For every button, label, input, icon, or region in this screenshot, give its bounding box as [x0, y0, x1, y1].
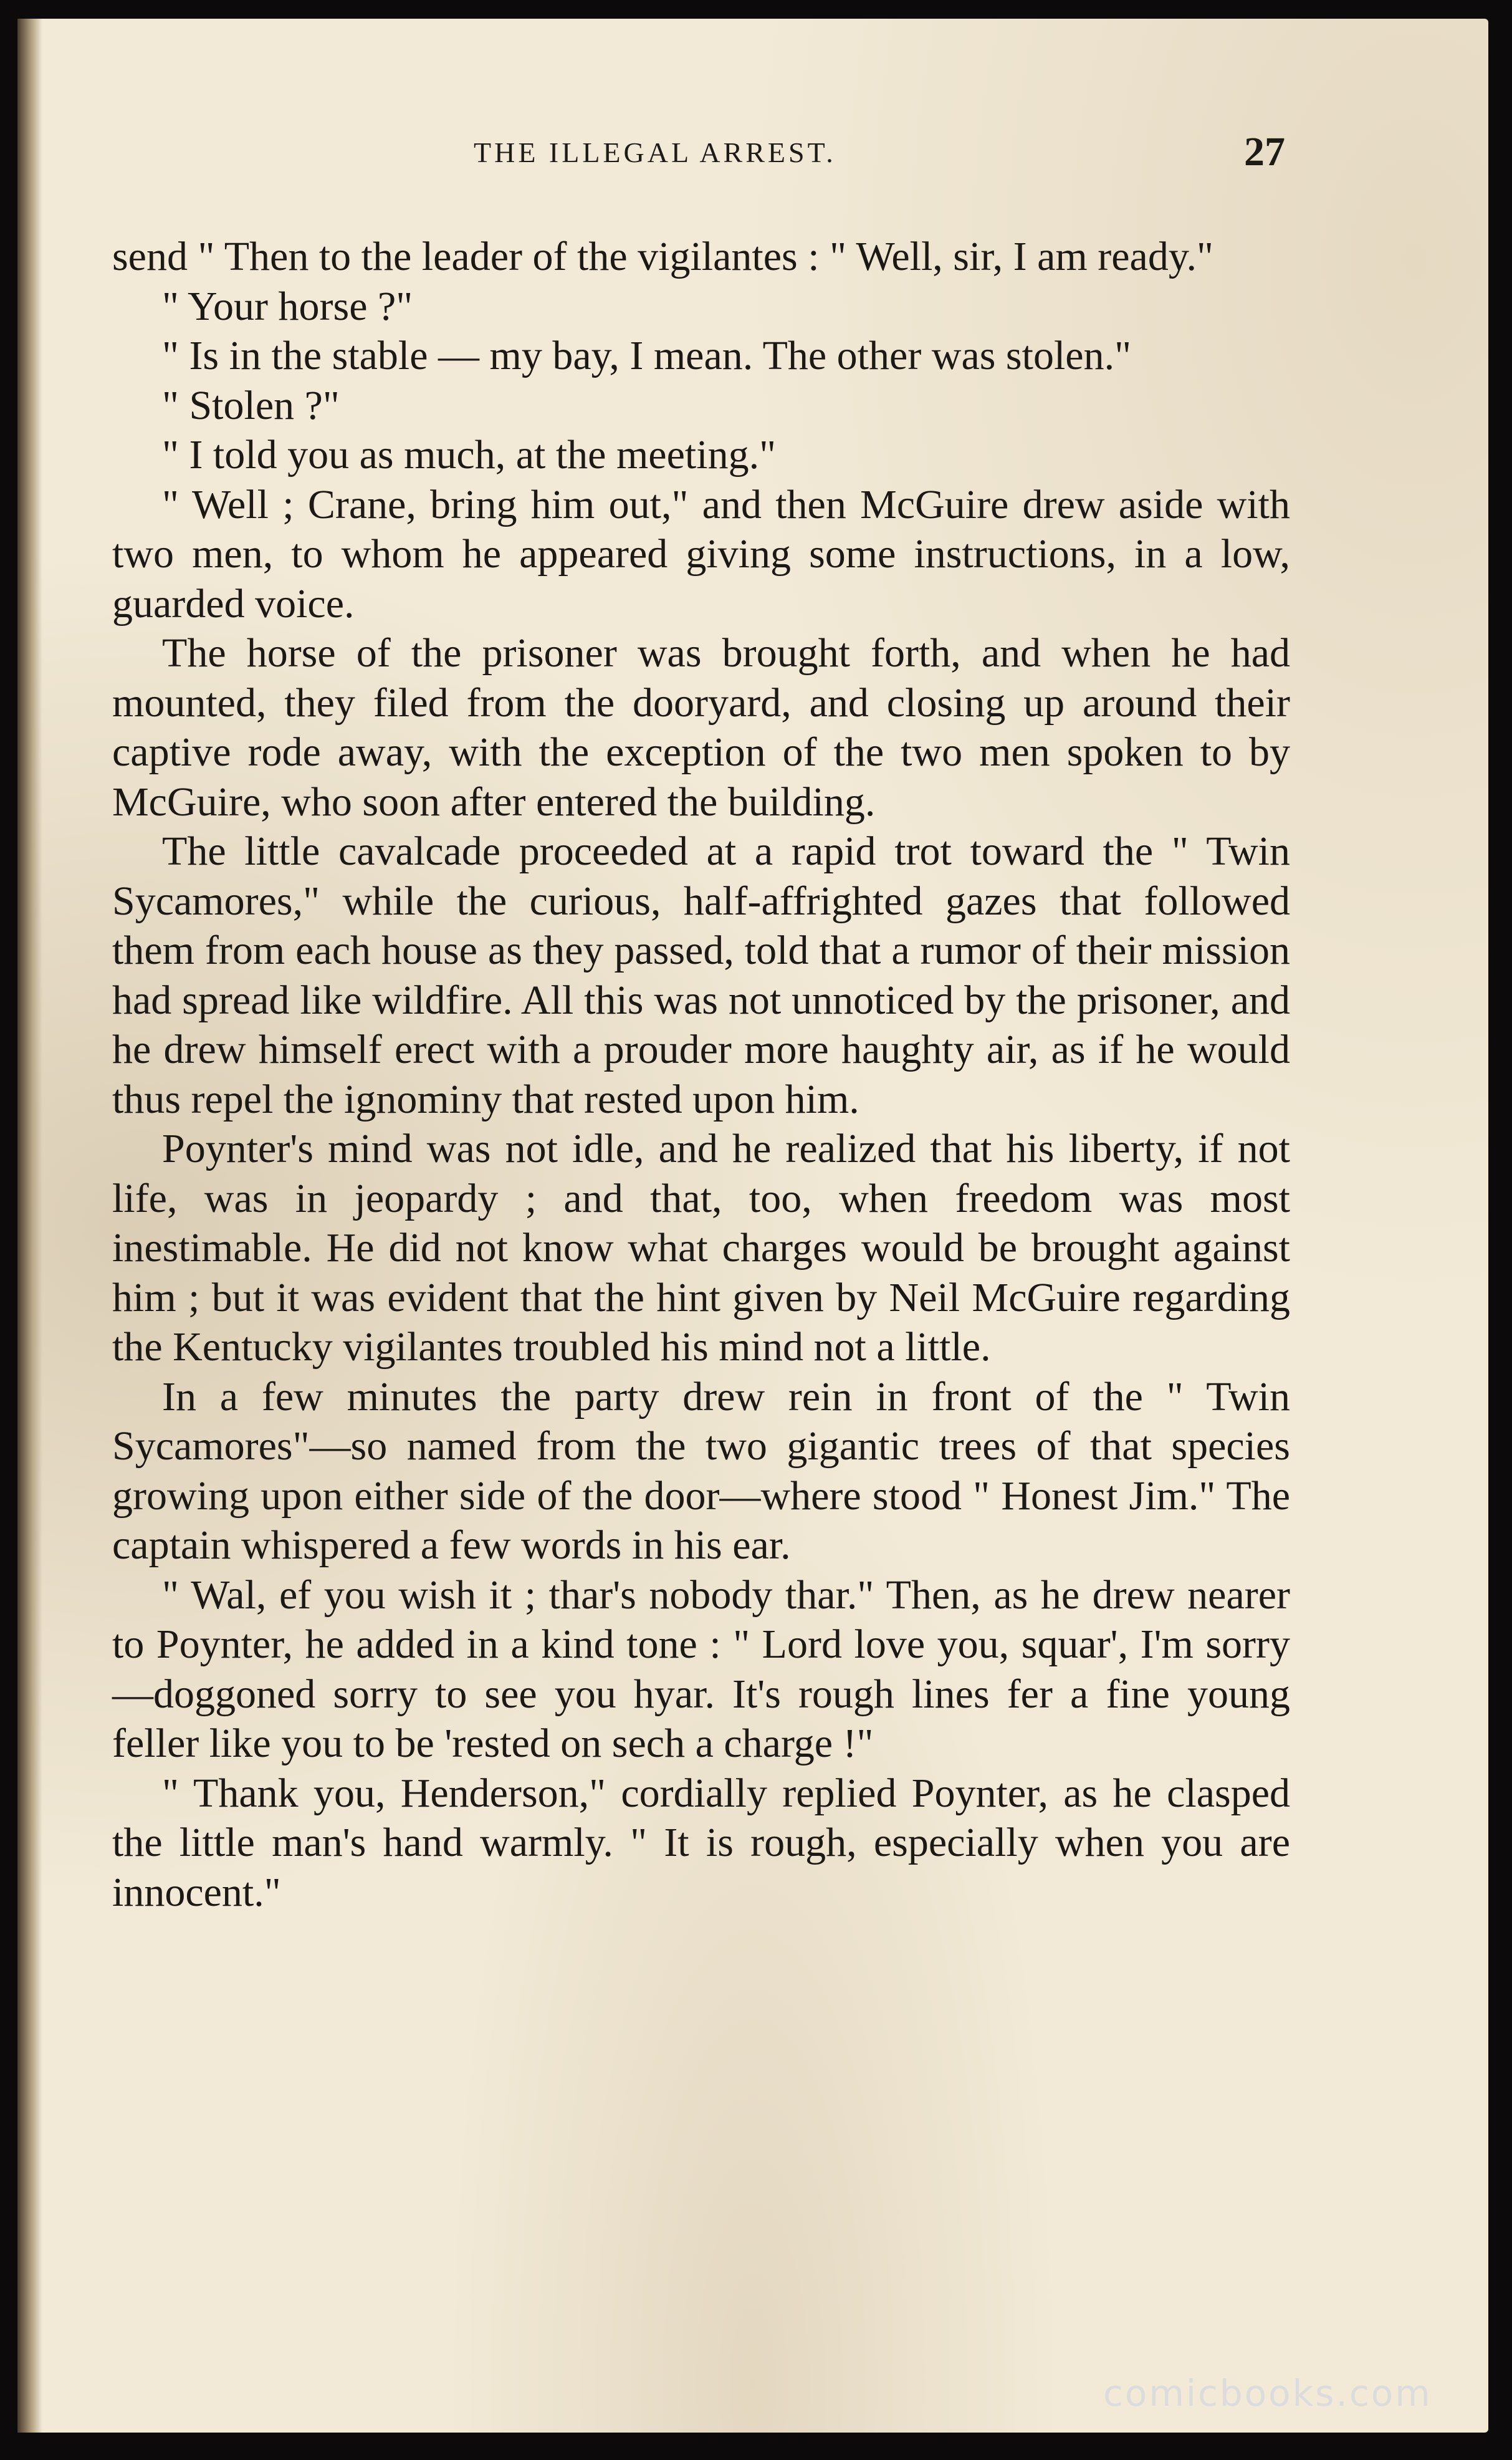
- body-text: [112, 232, 1290, 1917]
- paragraph: " Is in the stable — my bay, I mean. The other was stolen.": [162, 333, 1132, 378]
- page-number: 27: [1244, 129, 1285, 175]
- paragraph: Poynter's mind was not idle, and he realized that his liberty, if not life, was in jeopardy ; and that, too, when freedom was most inestimable. He did not know what charges would be brought against him ; but it was evident that the hint given by Neil McGuire regarding the Kentucky vigilantes troubled his mind not a little.: [112, 1126, 1290, 1370]
- paragraph: The horse of the prisoner was brought forth, and when he had mounted, they filed from the dooryard, and closing up around their captive rode away, with the exception of the two men spoken to by McGuire, who soon after entered the building.: [112, 630, 1290, 825]
- paragraph: send " Then to the leader of the vigilantes : " Well, sir, I am ready.": [112, 234, 1213, 279]
- binding-gutter: [17, 19, 42, 2433]
- paragraph: " Well ; Crane, bring him out," and then McGuire drew aside with two men, to whom he appeared giving some instructions, in a low, guarded voice.: [112, 481, 1290, 627]
- watermark: comicbooks.com: [1103, 2372, 1432, 2414]
- paragraph: " Your horse ?": [162, 283, 413, 329]
- paragraph: " Wal, ef you wish it ; thar's nobody thar." Then, as he drew nearer to Poynter, he added in a kind tone : " Lord love you, squar', I'm sorry—doggoned sorry to see you hyar. It's rough lines fer a fine young feller like you to be 'rested on sech a charge !": [112, 1572, 1290, 1766]
- paragraph: " I told you as much, at the meeting.": [162, 432, 777, 478]
- paragraph: The little cavalcade proceeded at a rapid trot toward the " Twin Sycamores," while the curious, half-affrighted gazes that followed them from each house as they passed, told that a rumor of their mission had spread like wildfire. All this was not unnoticed by the prisoner, and he drew himself erect with a prouder more haughty air, as if he would thus repel the ignominy that rested upon him.: [112, 829, 1290, 1122]
- paragraph: In a few minutes the party drew rein in front of the " Twin Sycamores"—so named from the two gigantic trees of that species growing upon either side of the door—where stood " Honest Jim." The captain whispered a few words in his ear.: [112, 1373, 1290, 1568]
- paragraph: " Stolen ?": [162, 382, 340, 428]
- paragraph: " Thank you, Henderson," cordially replied Poynter, as he clasped the little man's hand warmly. " It is rough, especially when you are innocent.": [112, 1770, 1290, 1915]
- running-head: THE ILLEGAL ARREST.: [474, 137, 836, 168]
